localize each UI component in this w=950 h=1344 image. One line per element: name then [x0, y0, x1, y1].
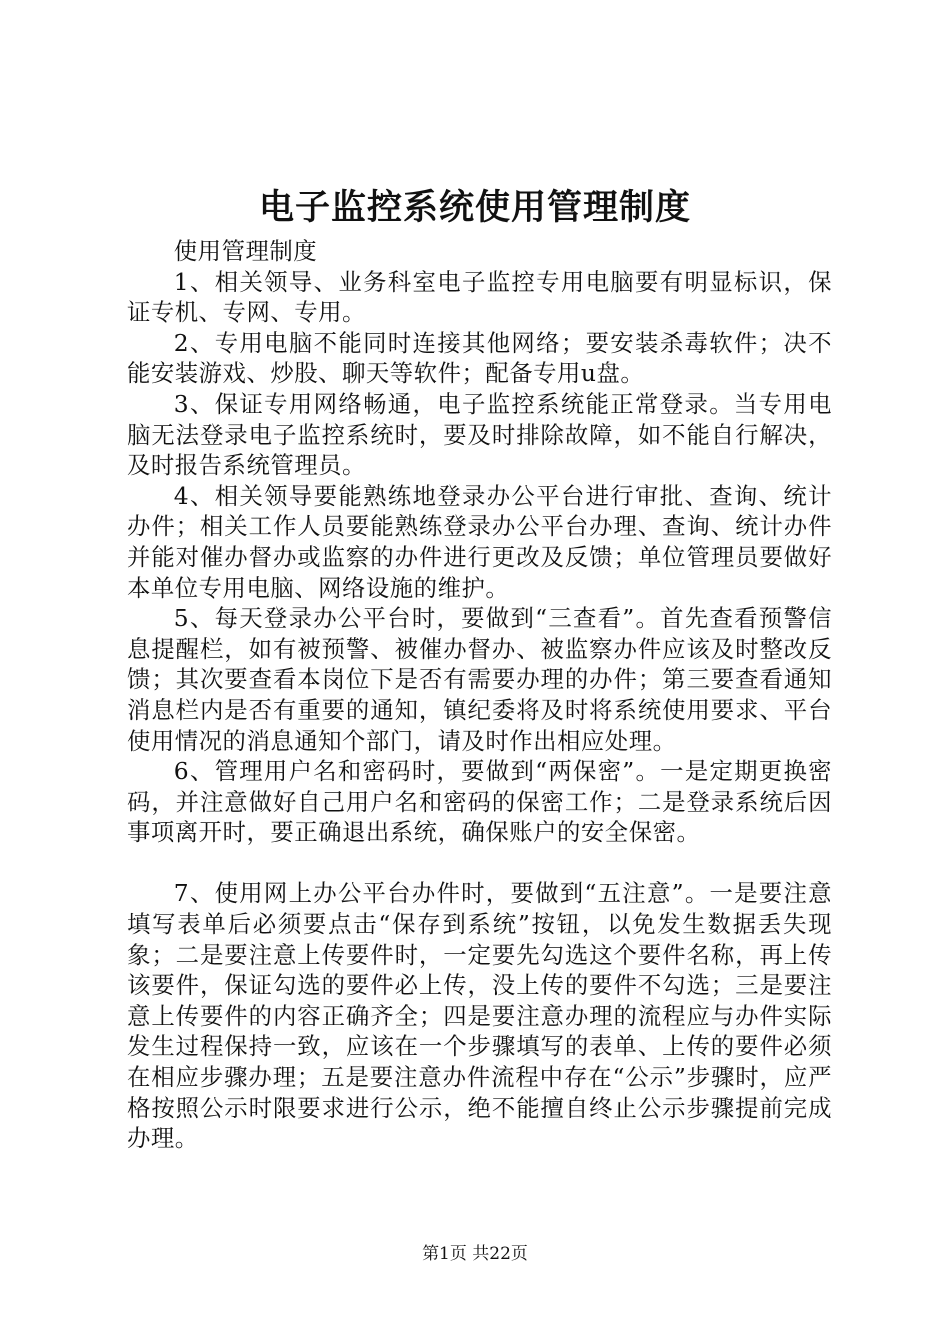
paragraph-item-7: 7、使用网上办公平台办件时，要做到“五注意”。一是要注意填写表单后必须要点击“保存到系统”按钮，以免发生数据丢失现象；二是要注意上传要件时，一定要先勾选这个要件名称，再上传该要件，保证勾选的要件必上传，没上传的要件不勾选；三是要注意上传要件的内容正确齐全；四是要注意办理的流程应与办件实际发生过程保持一致，应该在一个步骤填写的表单、上传的要件必须在相应步骤办理；五是要注意办件流程中存在“公示”步骤时，应严格按照公示时限要求进行公示，绝不能擅自终止公示步骤提前完成办理。 [127, 879, 832, 1153]
document-body [127, 236, 832, 1154]
paragraph-item-5: 5、每天登录办公平台时，要做到“三查看”。首先查看预警信息提醒栏，如有被预警、被催办督办、被监察办件应该及时整改反馈；其次要查看本岗位下是否有需要办理的办件；第三要查看通知消息栏内是否有重要的通知，镇纪委将及时将系统使用要求、平台使用情况的消息通知个部门，请及时作出相应处理。 [127, 604, 832, 755]
paragraph-item-4: 4、相关领导要能熟练地登录办公平台进行审批、查询、统计办件；相关工作人员要能熟练登录办公平台办理、查询、统计办件并能对催办督办或监察的办件进行更改及反馈；单位管理员要做好本单位专用电脑、网络设施的维护。 [127, 481, 832, 602]
paragraph-item-3: 3、保证专用网络畅通，电子监控系统能正常登录。当专用电脑无法登录电子监控系统时，要及时排除故障，如不能自行解决，及时报告系统管理员。 [127, 389, 832, 480]
paragraph-heading: 使用管理制度 [173, 237, 318, 265]
paragraph-item-2: 2、专用电脑不能同时连接其他网络；要安装杀毒软件；决不能安装游戏、炒股、聊天等软件；配备专用u盘。 [127, 328, 832, 388]
paragraph-item-6: 6、管理用户名和密码时，要做到“两保密”。一是定期更换密码，并注意做好自己用户名和密码的保密工作；二是登录系统后因事项离开时，要正确退出系统，确保账户的安全保密。 [127, 757, 832, 847]
page-footer: 第1页 共22页 [422, 1244, 528, 1264]
paragraph-item-1: 1、相关领导、业务科室电子监控专用电脑要有明显标识，保证专机、专网、专用。 [127, 267, 832, 327]
document-title: 电子监控系统使用管理制度 [258, 187, 691, 228]
